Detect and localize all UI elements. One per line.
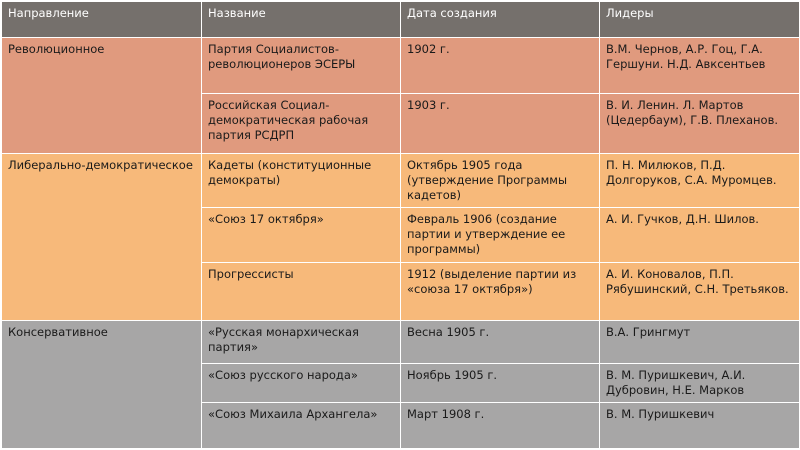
party-name-cell: Партия Социалистов-революционеров ЭСЕРЫ bbox=[202, 38, 401, 94]
leaders-cell: П. Н. Милюков, П.Д. Долгоруков, С.А. Муромцев. bbox=[600, 154, 800, 208]
leaders-cell: В. М. Пуришкевич bbox=[600, 403, 800, 449]
header-direction: Направление bbox=[2, 2, 202, 38]
founding-date-cell: Октябрь 1905 года (утверждение Программы кадетов) bbox=[401, 154, 600, 208]
party-name-cell: Кадеты (конституционные демократы) bbox=[202, 154, 401, 208]
founding-date-cell: Ноябрь 1905 г. bbox=[401, 364, 600, 403]
party-name-cell: «Русская монархическая партия» bbox=[202, 321, 401, 364]
leaders-cell: В. М. Пуришкевич, А.И. Дубровин, Н.Е. Марков bbox=[600, 364, 800, 403]
header-row bbox=[2, 2, 800, 38]
founding-date-cell: 1902 г. bbox=[401, 38, 600, 94]
party-name-cell: Российская Социал-демократическая рабочая партия РСДРП bbox=[202, 94, 401, 154]
founding-date-cell: Весна 1905 г. bbox=[401, 321, 600, 364]
leaders-cell: В.М. Чернов, А.Р. Гоц, Г.А. Гершуни. Н.Д. Авксентьев bbox=[600, 38, 800, 94]
direction-cell: Революционное bbox=[2, 38, 202, 154]
table-row bbox=[2, 321, 800, 364]
party-name-cell: Прогрессисты bbox=[202, 263, 401, 321]
founding-date-cell: Март 1908 г. bbox=[401, 403, 600, 449]
party-name-cell: «Союз 17 октября» bbox=[202, 208, 401, 263]
parties-table bbox=[1, 1, 800, 449]
leaders-cell: А. И. Гучков, Д.Н. Шилов. bbox=[600, 208, 800, 263]
founding-date-cell: 1912 (выделение партии из «союза 17 октября») bbox=[401, 263, 600, 321]
leaders-cell: В.А. Грингмут bbox=[600, 321, 800, 364]
leaders-cell: В. И. Ленин. Л. Мартов (Цедербаум), Г.В. Плеханов. bbox=[600, 94, 800, 154]
header-date: Дата создания bbox=[401, 2, 600, 38]
party-name-cell: «Союз Михаила Архангела» bbox=[202, 403, 401, 449]
direction-cell: Либерально-демократическое bbox=[2, 154, 202, 321]
founding-date-cell: 1903 г. bbox=[401, 94, 600, 154]
table-row bbox=[2, 154, 800, 208]
leaders-cell: А. И. Коновалов, П.П. Рябушинский, С.Н. Третьяков. bbox=[600, 263, 800, 321]
header-name: Название bbox=[202, 2, 401, 38]
table-row bbox=[2, 38, 800, 94]
founding-date-cell: Февраль 1906 (создание партии и утверждение ее программы) bbox=[401, 208, 600, 263]
party-name-cell: «Союз русского народа» bbox=[202, 364, 401, 403]
direction-cell: Консервативное bbox=[2, 321, 202, 449]
header-leaders: Лидеры bbox=[600, 2, 800, 38]
